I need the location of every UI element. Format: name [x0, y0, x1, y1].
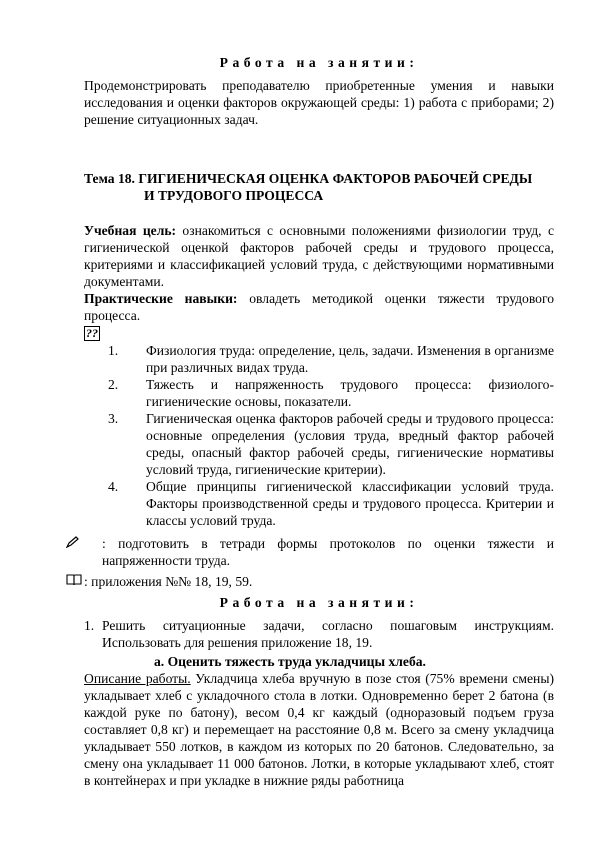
list-item-number: 2.	[108, 377, 119, 392]
work-heading-1: Работа на занятии:	[219, 55, 419, 70]
list-item-text: Общие принципы гигиенической классификации условий труда. Факторы производственной среды и трудового процесса. Критерии и классы условий труда.	[146, 479, 554, 528]
list-item	[84, 342, 554, 376]
homework-paragraph	[84, 535, 554, 569]
list-item-number: 1.	[108, 343, 119, 358]
list-item	[84, 376, 554, 410]
questions-icon: ??	[86, 326, 98, 340]
appendix-text: : приложения №№ 18, 19, 59.	[84, 574, 253, 589]
topic-title	[84, 170, 554, 204]
homework-text: : подготовить в тетради формы протоколов по оценки тяжести и напряженности труда.	[102, 536, 554, 568]
questions-list	[84, 342, 554, 529]
topic-title-line1: Тема 18. ГИГИЕНИЧЕСКАЯ ОЦЕНКА ФАКТОРОВ РАБОЧЕЙ СРЕДЫ	[84, 171, 533, 186]
list-item	[84, 478, 554, 529]
tasks-list	[84, 617, 554, 651]
description-label: Описание работы.	[84, 671, 191, 686]
list-item	[84, 410, 554, 478]
work-heading-2: Работа на занятии:	[219, 595, 419, 610]
list-item-number: 4.	[108, 479, 119, 494]
description-paragraph	[84, 670, 554, 789]
questions-marker	[84, 324, 554, 342]
pencil-icon	[84, 535, 102, 552]
list-item	[84, 617, 554, 651]
appendix-paragraph	[84, 573, 554, 590]
list-item-text: Решить ситуационные задачи, согласно пошаговым инструкциям. Использовать для решения приложение 18, 19.	[102, 618, 554, 650]
list-item-number: 1.	[84, 618, 95, 633]
intro-paragraph: Продемонстрировать преподавателю приобретенные умения и навыки исследования и оценки факторов окружающей среды: 1) работа с приборами; 2) решение ситуационных задач.	[84, 78, 554, 127]
skills-paragraph	[84, 290, 554, 324]
list-item-text: Гигиеническая оценка факторов рабочей среды и трудового процесса: основные определения (условия труда, вредный фактор рабочей среды, опасный фактор рабочей среды, гигиенические нормативы условий труда, гигиенические критерии).	[146, 411, 554, 477]
goal-paragraph	[84, 222, 554, 290]
list-item-text: Тяжесть и напряженность трудового процесса: физиолого-гигиенические основы, показатели.	[146, 377, 554, 409]
skills-text: овладеть методикой оценки тяжести трудового процесса.	[84, 291, 555, 323]
list-item-text: Физиология труда: определение, цель, задачи. Изменения в организме при различных видах труда.	[146, 343, 554, 375]
skills-label: Практические навыки:	[84, 291, 238, 306]
subtask-heading: а. Оценить тяжесть труда укладчицы хлеба.	[154, 654, 426, 669]
goal-text: ознакомиться с основными положениями физиологии труд, с гигиенической оценкой факторов рабочей среды и трудового процесса, критериями и классификацией условий труда, с действующими нормативными документами.	[84, 223, 554, 289]
goal-label: Учебная цель:	[84, 223, 177, 238]
list-item-number: 3.	[108, 411, 119, 426]
topic-title-line2: И ТРУДОВОГО ПРОЦЕССА	[144, 188, 324, 203]
description-text: Укладчица хлеба вручную в позе стоя (75% времени смены) укладывает хлеб с укладочного стола в лотки. Одновременно берет 2 батона (в каждой руке по батону), весом 0,4 кг каждый (одноразовый подъем груза составляет 0,8 кг) и перемещает на расстояние 0,8 м. Всего за смену укладчица укладывает 550 лотков, в каждом из которых по 20 батонов. Следовательно, за смену она укладывает 11 000 батонов. Лотки, в которые укладывают хлеб, стоят в контейнерах и при укладке в нижние ряды работница	[84, 671, 554, 788]
document-page	[84, 54, 554, 789]
